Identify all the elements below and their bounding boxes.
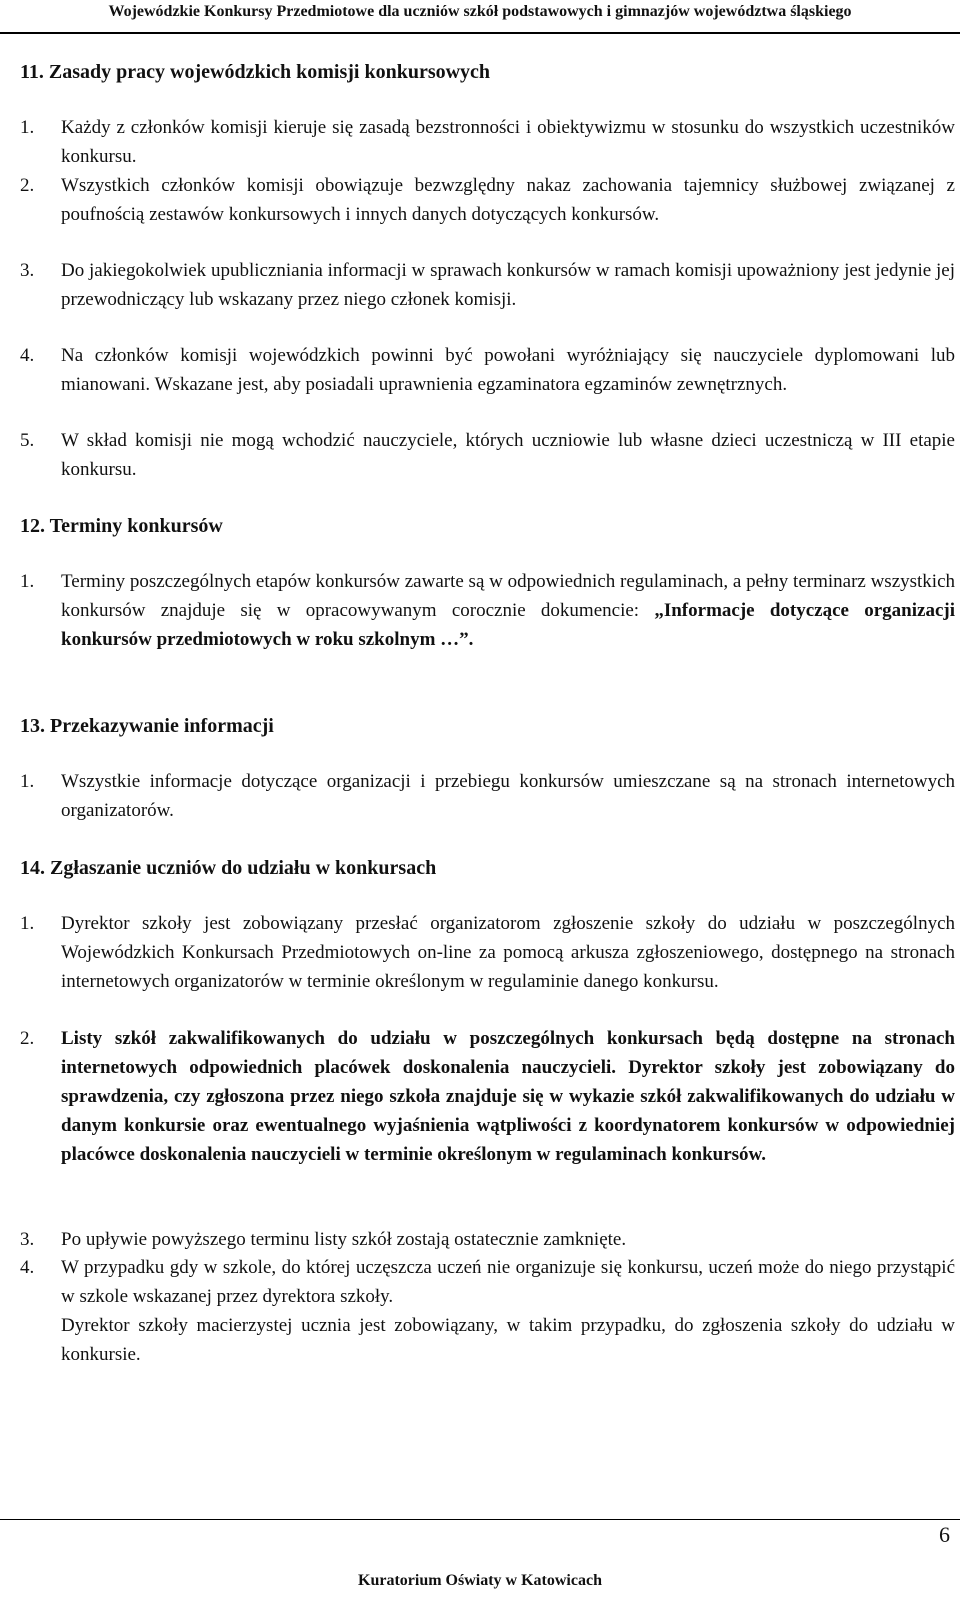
section-11-item-3 <box>20 256 955 314</box>
item-number: 1. <box>20 117 35 138</box>
item-text: Wszystkich członków komisji obowiązuje bezwzględny nakaz zachowania tajemnicy służbowej związanej z poufnością zestawów konkursowych i innych danych dotyczących konkursów. <box>61 175 955 225</box>
section-11-heading: 11. Zasady pracy wojewódzkich komisji konkursowych <box>20 61 491 83</box>
item-text: Do jakiegokolwiek upubliczniania informacji w sprawach konkursów w ramach komisji upoważniony jest jedynie jej przewodniczący lub wskazany przez niego członek komisji. <box>61 260 955 310</box>
item-text: Terminy poszczególnych etapów konkursów zawarte są w odpowiednich regulaminach, a pełny terminarz wszystkich konkursów znajduje się w opracowywanym corocznie dokumencie: „Informacje dotyczące organizacji konkursów przedmiotowych w roku szkolnym …”. <box>61 571 956 650</box>
page-number: 6 <box>939 1522 950 1547</box>
section-14-item-2 <box>20 1024 955 1169</box>
section-14-item-4 <box>20 1253 955 1369</box>
section-12-item-1 <box>20 567 955 654</box>
item-text: Każdy z członków komisji kieruje się zasadą bezstronności i obiektywizmu w stosunku do wszystkich uczestników konkursu. <box>61 117 955 167</box>
section-13-heading: 13. Przekazywanie informacji <box>20 715 274 737</box>
section-12-heading: 12. Terminy konkursów <box>20 515 223 537</box>
header-divider <box>0 32 960 34</box>
item-text-continuation: Dyrektor szkoły macierzystej ucznia jest zobowiązany, w takim przypadku, do zgłoszenia szkoły do udziału w konkursie. <box>61 1315 955 1365</box>
section-14-heading: 14. Zgłaszanie uczniów do udziału w konkursach <box>20 857 437 879</box>
footer-institution: Kuratorium Oświaty w Katowicach <box>358 1572 602 1589</box>
item-text: Po upływie powyższego terminu listy szkół zostają ostatecznie zamknięte. <box>61 1229 627 1250</box>
item-text: Na członków komisji wojewódzkich powinni być powołani wyróżniający się nauczyciele dyplomowani lub mianowani. Wskazane jest, aby posiadali uprawnienia egzaminatora egzaminów zewnętrznych. <box>61 345 955 395</box>
item-number: 2. <box>20 175 35 196</box>
item-number: 2. <box>20 1028 35 1049</box>
item-text: Wszystkie informacje dotyczące organizacji i przebiegu konkursów umieszczane są na stronach internetowych organizatorów. <box>61 771 955 821</box>
item-number: 3. <box>20 1229 35 1250</box>
item-number: 5. <box>20 430 35 451</box>
section-11-item-1 <box>20 113 955 171</box>
item-number: 4. <box>20 345 35 366</box>
section-11-item-4 <box>20 341 955 399</box>
item-number: 3. <box>20 260 35 281</box>
footer-divider <box>0 1519 960 1520</box>
document-title-bold: „Informacje dotyczące organizacji konkursów przedmiotowych w roku szkolnym …”. <box>61 600 956 650</box>
item-text: Dyrektor szkoły jest zobowiązany przesłać organizatorom zgłoszenie szkoły do udziału w poszczególnych Wojewódzkich Konkursach Przedmiotowych on-line za pomocą arkusza zgłoszeniowego, dostępnego na stronach internetowych organizatorów w terminie określonym w regulaminie danego konkursu. <box>61 913 955 992</box>
item-number: 1. <box>20 571 35 592</box>
item-text-bold: Listy szkół zakwalifikowanych do udziału w poszczególnych konkursach będą dostępne na stronach internetowych odpowiednich placówek doskonalenia nauczycieli. Dyrektor szkoły jest zobowiązany do sprawdzenia, czy zgłoszona przez niego szkoła znajduje się w wykazie szkół zakwalifikowanych do udziału w danym konkursie oraz ewentualnego wyjaśnienia wątpliwości z koordynatorem konkursów w odpowiedniej placówce doskonalenia nauczycieli w terminie określonym w regulaminach konkursów. <box>61 1028 955 1165</box>
item-number: 1. <box>20 913 35 934</box>
section-13-item-1 <box>20 767 955 825</box>
section-14-item-1 <box>20 909 955 996</box>
section-11-item-5 <box>20 426 955 484</box>
running-header: Wojewódzkie Konkursy Przedmiotowe dla uczniów szkół podstawowych i gimnazjów województwa śląskiego <box>108 3 852 20</box>
item-text: W przypadku gdy w szkole, do której uczęszcza uczeń nie organizuje się konkursu, uczeń może do niego przystąpić w szkole wskazanej przez dyrektora szkoły. <box>61 1257 955 1307</box>
section-14-item-3 <box>20 1225 955 1254</box>
item-text: W skład komisji nie mogą wchodzić nauczyciele, których uczniowie lub własne dzieci uczestniczą w III etapie konkursu. <box>61 430 955 480</box>
section-11-item-2 <box>20 171 955 229</box>
item-number: 4. <box>20 1257 35 1278</box>
item-number: 1. <box>20 771 35 792</box>
